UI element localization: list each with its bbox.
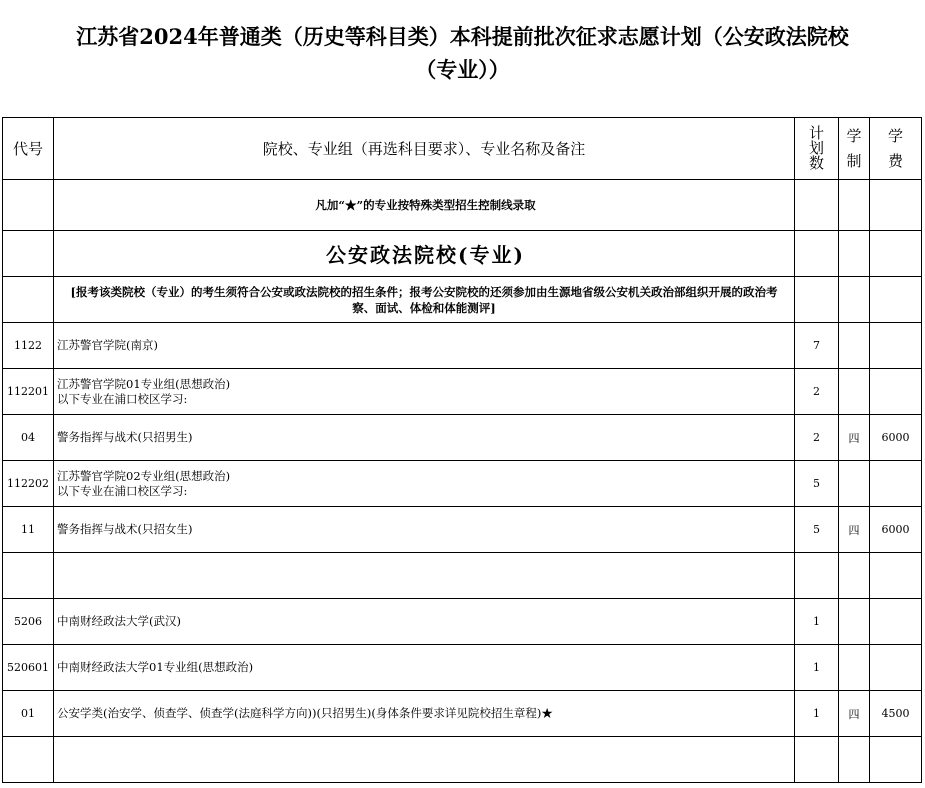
header-system: 学 制 [839,118,870,180]
cell-name [54,323,795,369]
cell-system: 四 [839,691,870,737]
cell-plan: 1 [795,691,839,737]
cell-name [54,415,795,461]
cell-name-line1: 公安学类(治安学、侦查学、侦查学(法庭科学方向))(只招男生)(身体条件要求详见院校招生章程)★ [57,706,553,720]
header-fee: 学 费 [870,118,922,180]
page-title [0,20,925,86]
cell-plan: 7 [795,323,839,369]
requirement-text: [报考该类院校（专业）的考生须符合公安或政法院校的招生条件；报考公安院校的还须参加由生源地省级公安机关政治部组织开展的政治考察、面试、体检和体能测评] [54,277,795,323]
table-row [3,599,922,645]
cell-system [839,323,870,369]
page-title-line1: 江苏省2024年普通类（历史等科目类）本科提前批次征求志愿计划（公安政法院校 [76,24,849,49]
cell-system [839,461,870,507]
cell-name-line1: 中南财经政法大学(武汉) [57,614,181,628]
cell-fee [870,461,922,507]
table-row [3,507,922,553]
cell-name [54,553,795,599]
cell-plan: 5 [795,507,839,553]
cell-fee: 6000 [870,507,922,553]
school-type-heading: 公安政法院校(专业) [54,231,795,277]
header-plan: 计 划 数 [795,118,839,180]
table-row [3,369,922,415]
cell-fee: 4500 [870,691,922,737]
cell-system [839,737,870,783]
cell-fee: 6000 [870,415,922,461]
cell-code [3,553,54,599]
header-name: 院校、专业组（再选科目要求）、专业名称及备注 [54,118,795,180]
plan-table [2,117,922,783]
cell-name-line1: 江苏警官学院(南京) [57,338,158,352]
cell-plan: 2 [795,415,839,461]
school-type-row [3,231,922,277]
cell-plan [795,553,839,599]
cell-code: 520601 [3,645,54,691]
table-row [3,461,922,507]
cell-name [54,461,795,507]
cell-plan: 1 [795,599,839,645]
table-row [3,645,922,691]
table-header-row [3,118,922,180]
cell-fee [870,737,922,783]
note-row [3,180,922,231]
table-row [3,691,922,737]
cell-system [839,599,870,645]
special-note: 凡加“★”的专业按特殊类型招生控制线录取 [54,180,795,231]
cell-name-line1: 江苏警官学院01专业组(思想政治) [57,376,231,391]
cell-plan: 1 [795,645,839,691]
cell-fee [870,323,922,369]
cell-name-line1: 警务指挥与战术(只招女生) [57,522,193,536]
cell-name [54,507,795,553]
table-row [3,737,922,783]
cell-name [54,737,795,783]
cell-name-line1: 江苏警官学院02专业组(思想政治) [57,468,231,483]
cell-code: 112202 [3,461,54,507]
cell-code: 5206 [3,599,54,645]
cell-fee [870,599,922,645]
cell-system [839,553,870,599]
cell-system: 四 [839,507,870,553]
cell-system [839,645,870,691]
cell-plan [795,737,839,783]
table-row [3,553,922,599]
cell-name [54,369,795,415]
cell-code: 11 [3,507,54,553]
cell-name-line2: 以下专业在浦口校区学习: [57,391,188,406]
cell-code [3,737,54,783]
cell-name [54,691,795,737]
cell-fee [870,369,922,415]
page-title-line2: （专业）） [415,57,510,82]
requirement-row [3,277,922,323]
cell-name-line2: 以下专业在浦口校区学习: [57,483,188,498]
cell-plan: 2 [795,369,839,415]
cell-code: 01 [3,691,54,737]
header-code: 代号 [3,118,54,180]
cell-system [839,369,870,415]
cell-name [54,645,795,691]
cell-code: 04 [3,415,54,461]
cell-code: 112201 [3,369,54,415]
cell-system: 四 [839,415,870,461]
cell-name [54,599,795,645]
cell-name-line1: 中南财经政法大学01专业组(思想政治) [57,660,254,674]
cell-fee [870,645,922,691]
cell-code: 1122 [3,323,54,369]
cell-fee [870,553,922,599]
cell-plan: 5 [795,461,839,507]
cell-name-line1: 警务指挥与战术(只招男生) [57,430,193,444]
table-row [3,415,922,461]
table-row [3,323,922,369]
